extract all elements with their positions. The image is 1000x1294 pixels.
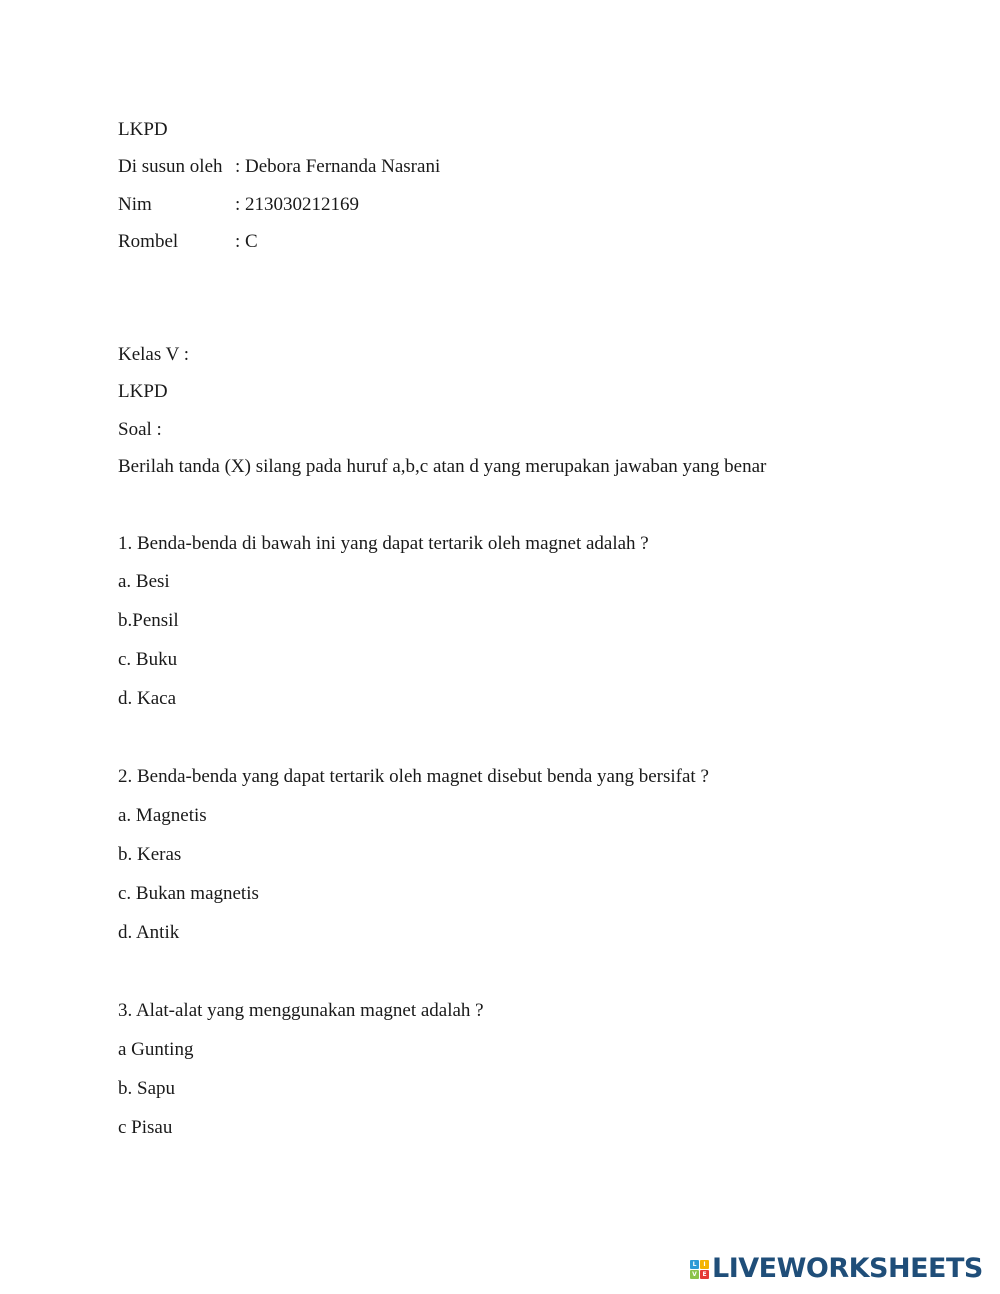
- liveworksheets-logo: [690, 1254, 983, 1284]
- question-3-option-b: b. Sapu: [118, 1078, 175, 1099]
- author-label: Di susun oleh: [118, 156, 223, 177]
- liveworksheets-logo-text: LIVEWORKSHEETS: [712, 1253, 983, 1284]
- lkpd-label: LKPD: [118, 381, 168, 402]
- logo-mark-cell: E: [700, 1270, 709, 1279]
- rombel-label: Rombel: [118, 231, 179, 252]
- question-1: 1. Benda-benda di bawah ini yang dapat tertarik oleh magnet adalah ?: [118, 533, 649, 554]
- logo-mark-cell: V: [690, 1270, 699, 1279]
- question-3-option-a: a Gunting: [118, 1039, 194, 1060]
- question-1-option-d: d. Kaca: [118, 688, 177, 709]
- question-2: 2. Benda-benda yang dapat tertarik oleh magnet disebut benda yang bersifat ?: [118, 766, 709, 787]
- liveworksheets-logo-icon: [690, 1260, 709, 1279]
- question-2-option-c: c. Bukan magnetis: [118, 883, 259, 904]
- logo-mark-cell: L: [690, 1260, 699, 1269]
- question-2-option-d: d. Antik: [118, 922, 180, 943]
- rombel-value: : C: [235, 231, 258, 252]
- document-title: LKPD: [118, 119, 168, 140]
- question-1-option-c: c. Buku: [118, 649, 178, 670]
- question-2-option-a: a. Magnetis: [118, 805, 207, 826]
- question-3-option-c: c Pisau: [118, 1117, 173, 1138]
- class-label: Kelas V :: [118, 344, 190, 365]
- nim-value: : 213030212169: [235, 194, 360, 215]
- author-value: : Debora Fernanda Nasrani: [235, 156, 441, 177]
- instruction-text: Berilah tanda (X) silang pada huruf a,b,c atan d yang merupakan jawaban yang benar: [118, 456, 767, 477]
- question-1-option-a: a. Besi: [118, 571, 170, 592]
- question-1-option-b: b.Pensil: [118, 610, 179, 631]
- soal-label: Soal :: [118, 419, 162, 440]
- question-3: 3. Alat-alat yang menggunakan magnet adalah ?: [118, 1000, 484, 1021]
- question-2-option-b: b. Keras: [118, 844, 182, 865]
- logo-mark-cell: I: [700, 1260, 709, 1269]
- nim-label: Nim: [118, 194, 152, 215]
